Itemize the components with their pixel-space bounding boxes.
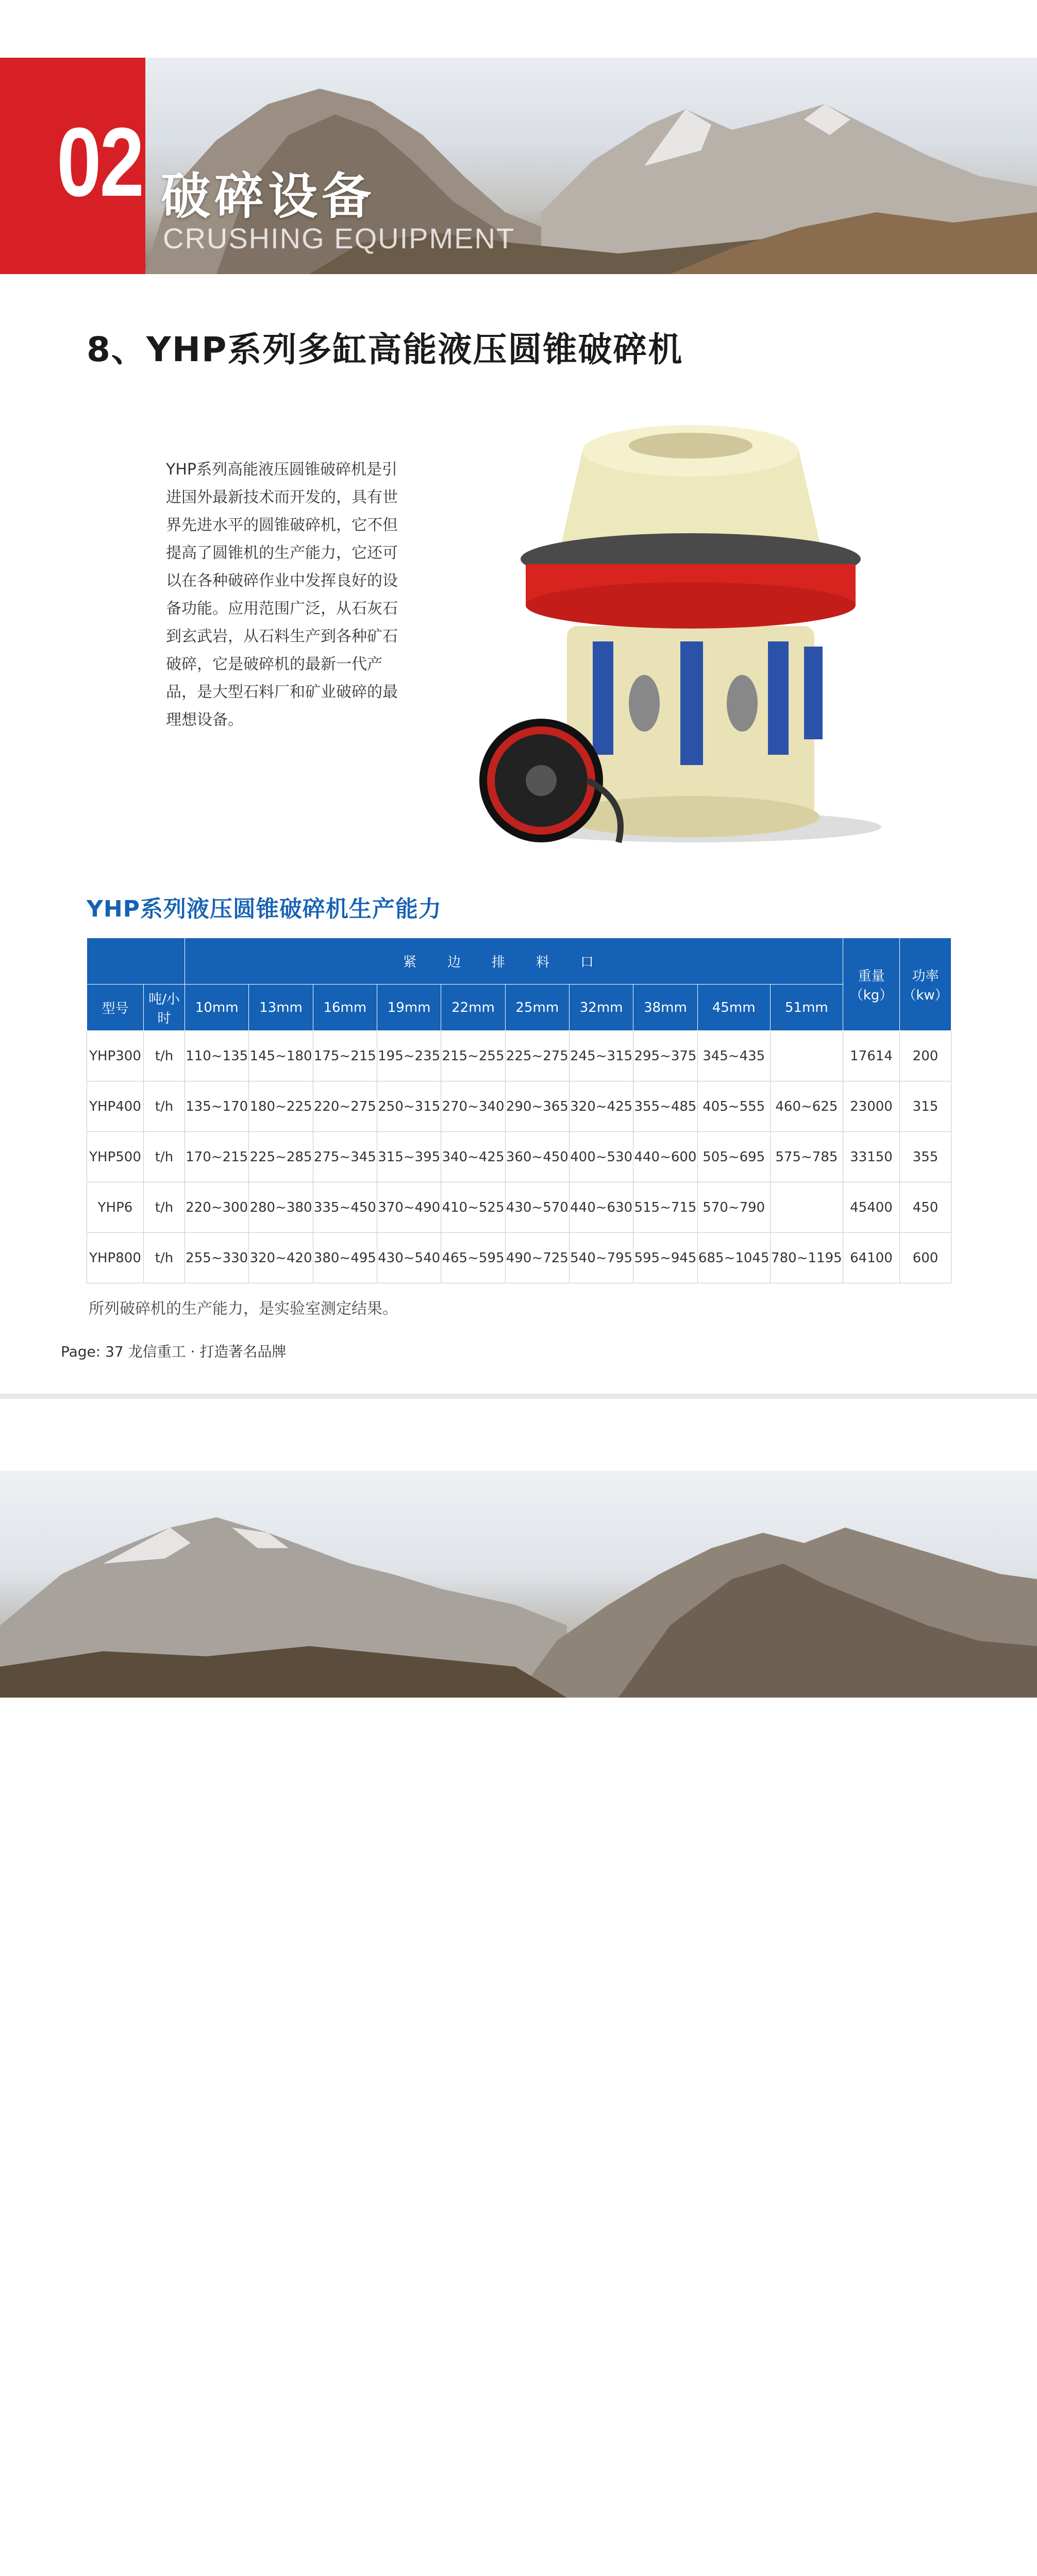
col-model: 型号 <box>87 985 144 1031</box>
table-cell: 275~345 <box>313 1132 377 1182</box>
col-size: 45mm <box>697 985 770 1031</box>
table-cell: 405~555 <box>697 1081 770 1132</box>
capacity-note: 所列破碎机的生产能力，是实验室测定结果。 <box>89 1300 398 1318</box>
col-size: 16mm <box>313 985 377 1031</box>
table-cell: YHP800 <box>87 1233 144 1283</box>
table-cell: 17614 <box>843 1031 900 1081</box>
table-cell: t/h <box>144 1081 185 1132</box>
mountain-banner-2 <box>0 1471 1037 1698</box>
table-cell: 64100 <box>843 1233 900 1283</box>
table-cell: 335~450 <box>313 1182 377 1233</box>
table-cell: t/h <box>144 1031 185 1081</box>
col-size: 19mm <box>377 985 441 1031</box>
page-footer: Page: 37 龙信重工 · 打造著名品牌 <box>61 1343 287 1360</box>
table-cell: 225~285 <box>249 1132 313 1182</box>
table-cell: 685~1045 <box>697 1233 770 1283</box>
table-cell: 460~625 <box>770 1081 843 1132</box>
page-38 <box>0 1399 1037 2576</box>
table-cell: 290~365 <box>505 1081 569 1132</box>
table-cell: 595~945 <box>633 1233 697 1283</box>
table-cell: 110~135 <box>185 1031 249 1081</box>
table-cell: 315 <box>900 1081 951 1132</box>
table-cell: 450 <box>900 1182 951 1233</box>
table-cell: 135~170 <box>185 1081 249 1132</box>
table-cell: 490~725 <box>505 1233 569 1283</box>
table-cell: 540~795 <box>569 1233 633 1283</box>
table-cell: 340~425 <box>441 1132 505 1182</box>
col-size: 10mm <box>185 985 249 1031</box>
table-cell <box>770 1182 843 1233</box>
col-size: 38mm <box>633 985 697 1031</box>
chapter-title: 破碎设备 <box>161 167 375 225</box>
table-cell: 360~450 <box>505 1132 569 1182</box>
table-cell: t/h <box>144 1233 185 1283</box>
table-cell: 145~180 <box>249 1031 313 1081</box>
table-cell: 23000 <box>843 1081 900 1132</box>
intro-paragraph: YHP系列高能液压圆锥破碎机是引进国外最新技术而开发的，具有世界先进水平的圆锥破碎机，它不但提高了圆锥机的生产能力，它还可以在各种破碎作业中发挥良好的设备功能。应用范围广泛，从石灰石到玄武岩，从石料生产到各种矿石破碎，它是破碎机的最新一代产品，是大型石料厂和矿业破碎的最理想设备。 <box>166 461 398 729</box>
table-cell: 175~215 <box>313 1031 377 1081</box>
capacity-table-title: YHP系列液压圆锥破碎机生产能力 <box>87 896 442 922</box>
table-cell: 570~790 <box>697 1182 770 1233</box>
group-header: 紧边排料口 <box>185 938 843 985</box>
table-cell: 200 <box>900 1031 951 1081</box>
table-cell: 440~630 <box>569 1182 633 1233</box>
cone-crusher-image <box>464 410 907 848</box>
section-title: 8、YHP系列多缸高能液压圆锥破碎机 <box>87 330 683 369</box>
table-cell: 780~1195 <box>770 1233 843 1283</box>
col-size: 25mm <box>505 985 569 1031</box>
table-cell: 280~380 <box>249 1182 313 1233</box>
col-size: 32mm <box>569 985 633 1031</box>
table-cell: YHP400 <box>87 1081 144 1132</box>
table-cell: 430~540 <box>377 1233 441 1283</box>
table-cell: 370~490 <box>377 1182 441 1233</box>
mountain-illustration <box>0 58 1037 274</box>
table-cell: 295~375 <box>633 1031 697 1081</box>
capacity-table <box>87 938 951 1283</box>
table-cell: 255~330 <box>185 1233 249 1283</box>
table-cell: 400~530 <box>569 1132 633 1182</box>
table-cell: 33150 <box>843 1132 900 1182</box>
table-cell: 315~395 <box>377 1132 441 1182</box>
table-cell: t/h <box>144 1132 185 1182</box>
table-row <box>87 1132 951 1182</box>
table-cell: 215~255 <box>441 1031 505 1081</box>
table-cell: 430~570 <box>505 1182 569 1233</box>
table-cell: 220~275 <box>313 1081 377 1132</box>
table-cell: 320~425 <box>569 1081 633 1132</box>
table-cell: 180~225 <box>249 1081 313 1132</box>
table-cell: 505~695 <box>697 1132 770 1182</box>
chapter-number: 02 <box>57 108 143 217</box>
col-power: 功率（kw） <box>900 938 951 1031</box>
table-cell: 355 <box>900 1132 951 1182</box>
col-unit: 吨/小时 <box>144 985 185 1031</box>
table-corner <box>87 938 185 985</box>
table-row <box>87 1233 951 1283</box>
mountain-banner <box>0 58 1037 274</box>
table-cell: 410~525 <box>441 1182 505 1233</box>
table-cell: 195~235 <box>377 1031 441 1081</box>
table-cell: 45400 <box>843 1182 900 1233</box>
table-cell: YHP500 <box>87 1132 144 1182</box>
table-cell: 440~600 <box>633 1132 697 1182</box>
table-cell: 465~595 <box>441 1233 505 1283</box>
table-cell: t/h <box>144 1182 185 1233</box>
col-weight: 重量（kg） <box>843 938 900 1031</box>
table-cell: 220~300 <box>185 1182 249 1233</box>
col-size: 13mm <box>249 985 313 1031</box>
table-cell <box>770 1031 843 1081</box>
table-cell: 250~315 <box>377 1081 441 1132</box>
table-cell: 270~340 <box>441 1081 505 1132</box>
col-size: 22mm <box>441 985 505 1031</box>
table-cell: 170~215 <box>185 1132 249 1182</box>
table-cell: 380~495 <box>313 1233 377 1283</box>
table-cell: YHP300 <box>87 1031 144 1081</box>
table-cell: 575~785 <box>770 1132 843 1182</box>
table-row <box>87 1031 951 1081</box>
table-cell: 355~485 <box>633 1081 697 1132</box>
page-gap <box>0 1394 1037 1399</box>
table-row <box>87 1081 951 1132</box>
table-cell: 320~420 <box>249 1233 313 1283</box>
table-cell: 245~315 <box>569 1031 633 1081</box>
table-cell: 600 <box>900 1233 951 1283</box>
mountain-illustration-2 <box>0 1471 1037 1698</box>
table-row <box>87 1182 951 1233</box>
chapter-title-en: CRUSHING EQUIPMENT <box>163 222 515 255</box>
table-cell: 345~435 <box>697 1031 770 1081</box>
table-cell: 515~715 <box>633 1182 697 1233</box>
col-size: 51mm <box>770 985 843 1031</box>
table-cell: YHP6 <box>87 1182 144 1233</box>
table-cell: 225~275 <box>505 1031 569 1081</box>
